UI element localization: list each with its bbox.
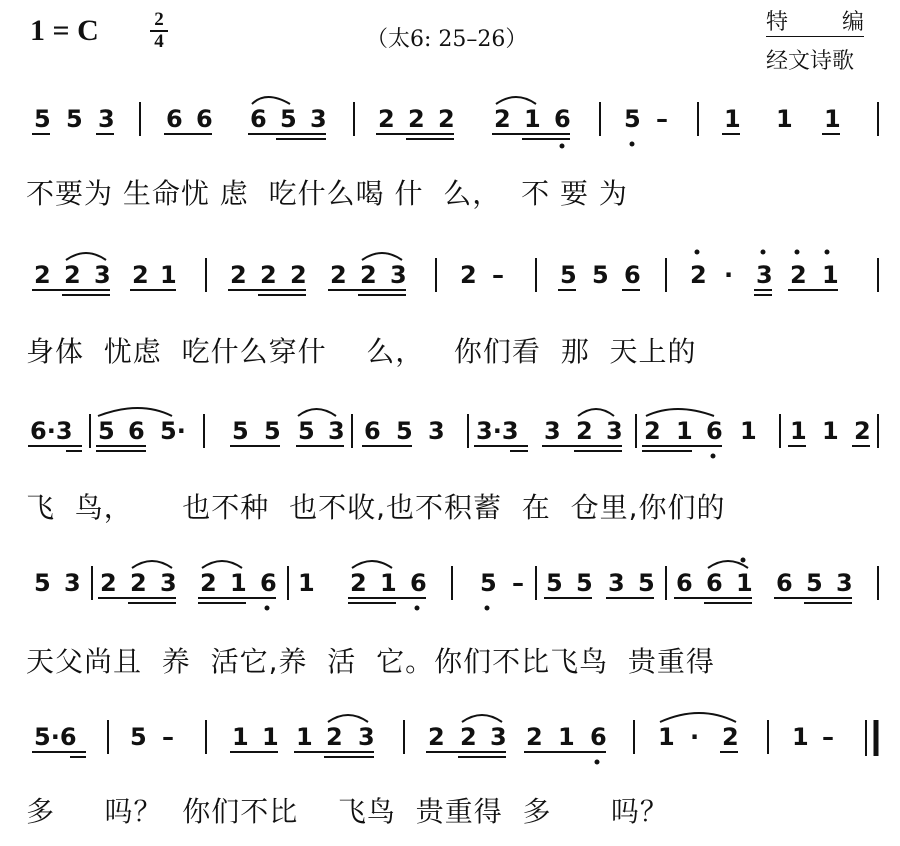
svg-text:2: 2 xyxy=(200,569,217,597)
svg-text:6: 6 xyxy=(166,105,183,133)
source-label: 经文诗歌 xyxy=(766,49,855,74)
svg-text:–: – xyxy=(492,261,504,289)
svg-text:3: 3 xyxy=(328,417,345,445)
svg-text:2: 2 xyxy=(790,261,807,289)
svg-text:6: 6 xyxy=(624,261,641,289)
svg-text:·: · xyxy=(690,723,700,751)
svg-text:2: 2 xyxy=(428,723,445,751)
svg-text:3: 3 xyxy=(310,105,327,133)
svg-text:–: – xyxy=(512,569,524,597)
svg-text:–: – xyxy=(162,723,174,751)
svg-text:2: 2 xyxy=(644,417,661,445)
svg-text:3: 3 xyxy=(358,723,375,751)
svg-text:1: 1 xyxy=(776,105,793,133)
svg-text:2: 2 xyxy=(576,417,593,445)
svg-text:5: 5 xyxy=(546,569,563,597)
svg-text:5: 5 xyxy=(592,261,609,289)
svg-text:2: 2 xyxy=(722,723,739,751)
svg-text:1: 1 xyxy=(160,261,177,289)
svg-text:1: 1 xyxy=(380,569,397,597)
svg-text:3: 3 xyxy=(98,105,115,133)
svg-text:1: 1 xyxy=(740,417,757,445)
svg-text:5: 5 xyxy=(638,569,655,597)
credit-line xyxy=(766,10,864,37)
svg-text:1: 1 xyxy=(736,569,753,597)
svg-text:2: 2 xyxy=(438,105,455,133)
svg-text:6: 6 xyxy=(196,105,213,133)
svg-text:2: 2 xyxy=(100,569,117,597)
svg-text:5: 5 xyxy=(34,569,51,597)
svg-text:1: 1 xyxy=(558,723,575,751)
svg-text:1: 1 xyxy=(232,723,249,751)
notation-line-5 xyxy=(0,710,900,780)
svg-text:3: 3 xyxy=(756,261,773,289)
svg-text:2: 2 xyxy=(690,261,707,289)
svg-text:1: 1 xyxy=(262,723,279,751)
svg-text:3: 3 xyxy=(608,569,625,597)
svg-text:2: 2 xyxy=(408,105,425,133)
svg-text:6: 6 xyxy=(128,417,145,445)
svg-text:2: 2 xyxy=(526,723,543,751)
svg-text:5: 5 xyxy=(232,417,249,445)
svg-text:3: 3 xyxy=(94,261,111,289)
svg-text:2: 2 xyxy=(330,261,347,289)
notation-line-4-graphic xyxy=(0,556,900,626)
notation-line-4 xyxy=(0,556,900,626)
svg-text:5: 5 xyxy=(130,723,147,751)
svg-text:3: 3 xyxy=(544,417,561,445)
svg-text:3: 3 xyxy=(64,569,81,597)
svg-text:1: 1 xyxy=(658,723,675,751)
svg-text:5: 5 xyxy=(98,417,115,445)
svg-text:2: 2 xyxy=(494,105,511,133)
svg-text:·: · xyxy=(724,261,734,289)
scripture-reference: （太6: 25–26） xyxy=(366,27,528,52)
svg-text:2: 2 xyxy=(854,417,871,445)
svg-text:5: 5 xyxy=(806,569,823,597)
svg-text:1: 1 xyxy=(524,105,541,133)
svg-text:5·: 5· xyxy=(160,417,186,445)
svg-text:5: 5 xyxy=(298,417,315,445)
svg-text:5: 5 xyxy=(280,105,297,133)
svg-text:1: 1 xyxy=(790,417,807,445)
time-signature xyxy=(148,10,170,52)
svg-text:1: 1 xyxy=(822,417,839,445)
svg-text:5: 5 xyxy=(576,569,593,597)
svg-text:2: 2 xyxy=(378,105,395,133)
svg-text:2: 2 xyxy=(350,569,367,597)
svg-text:5: 5 xyxy=(34,105,51,133)
lyrics-line-3: 飞 鸟， 也不种 也不收,也不积蓄 在 仓里,你们的 xyxy=(26,491,726,524)
svg-text:6: 6 xyxy=(250,105,267,133)
svg-text:5: 5 xyxy=(264,417,281,445)
svg-text:6·3: 6·3 xyxy=(30,417,73,445)
svg-text:6: 6 xyxy=(410,569,427,597)
svg-text:3·3: 3·3 xyxy=(476,417,519,445)
svg-text:6: 6 xyxy=(776,569,793,597)
svg-text:2: 2 xyxy=(230,261,247,289)
svg-text:1: 1 xyxy=(822,261,839,289)
svg-text:5: 5 xyxy=(480,569,497,597)
svg-text:1: 1 xyxy=(824,105,841,133)
svg-text:2: 2 xyxy=(132,261,149,289)
svg-text:2: 2 xyxy=(64,261,81,289)
svg-text:2: 2 xyxy=(326,723,343,751)
svg-text:6: 6 xyxy=(706,569,723,597)
svg-text:2: 2 xyxy=(34,261,51,289)
svg-text:3: 3 xyxy=(428,417,445,445)
svg-text:1: 1 xyxy=(792,723,809,751)
lyrics-line-5: 多 吗？ 你们不比 飞鸟 贵重得 多 吗？ xyxy=(26,795,669,828)
svg-text:6: 6 xyxy=(706,417,723,445)
svg-text:2: 2 xyxy=(260,261,277,289)
notation-line-3-graphic xyxy=(0,404,900,474)
svg-text:3: 3 xyxy=(836,569,853,597)
svg-text:6: 6 xyxy=(364,417,381,445)
svg-text:1: 1 xyxy=(676,417,693,445)
svg-text:2: 2 xyxy=(460,261,477,289)
svg-text:1: 1 xyxy=(724,105,741,133)
key-signature: 1 = C xyxy=(30,14,99,47)
lyrics-line-1: 不要为 生命忧 虑 吃什么喝 什 么， 不 要 为 xyxy=(26,177,628,210)
time-signature-top: 2 xyxy=(154,9,164,30)
svg-text:1: 1 xyxy=(298,569,315,597)
notation-line-3 xyxy=(0,404,900,474)
svg-text:2: 2 xyxy=(290,261,307,289)
svg-text:5: 5 xyxy=(560,261,577,289)
credit-right: 编 xyxy=(841,10,864,35)
lyrics-line-4: 天父尚且 养 活它,养 活 它。你们不比飞鸟 贵重得 xyxy=(26,645,715,678)
time-signature-bottom: 4 xyxy=(154,31,164,52)
svg-text:3: 3 xyxy=(606,417,623,445)
svg-text:5: 5 xyxy=(396,417,413,445)
svg-text:2: 2 xyxy=(360,261,377,289)
svg-text:6: 6 xyxy=(590,723,607,751)
svg-text:6: 6 xyxy=(676,569,693,597)
svg-text:3: 3 xyxy=(160,569,177,597)
notation-line-1-graphic xyxy=(0,92,900,162)
svg-text:5·6: 5·6 xyxy=(34,723,77,751)
svg-text:5: 5 xyxy=(66,105,83,133)
svg-text:3: 3 xyxy=(490,723,507,751)
svg-text:–: – xyxy=(656,105,668,133)
svg-text:1: 1 xyxy=(230,569,247,597)
notation-line-5-graphic xyxy=(0,710,900,780)
svg-text:1: 1 xyxy=(296,723,313,751)
lyrics-line-2: 身体 忧虑 吃什么穿什 么， 你们看 那 天上的 xyxy=(26,335,697,368)
notation-line-1 xyxy=(0,92,900,162)
notation-line-2 xyxy=(0,248,900,318)
svg-text:6: 6 xyxy=(260,569,277,597)
credit-left: 特 xyxy=(766,10,789,35)
svg-text:2: 2 xyxy=(130,569,147,597)
svg-text:3: 3 xyxy=(390,261,407,289)
svg-text:5: 5 xyxy=(624,105,641,133)
svg-text:–: – xyxy=(822,723,834,751)
svg-text:2: 2 xyxy=(460,723,477,751)
svg-text:6: 6 xyxy=(554,105,571,133)
notation-line-2-graphic xyxy=(0,248,900,318)
